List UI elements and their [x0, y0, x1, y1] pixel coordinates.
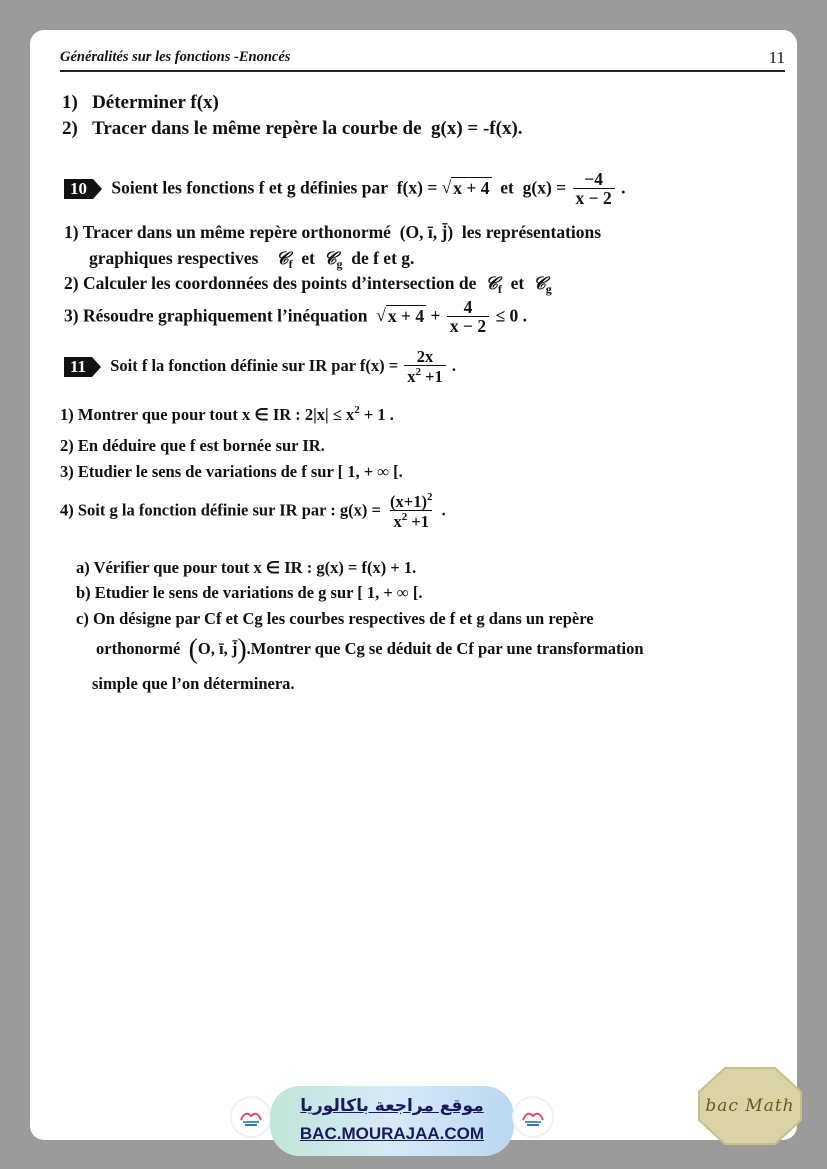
exercise-11-question-3: 3) Etudier le sens de variations de f sur [ 1, + ∞ [.	[60, 462, 403, 481]
exercise-11-badge: 11	[64, 357, 92, 377]
inequation-fraction: $\frac{4}{x - 2}$	[447, 298, 489, 337]
exercise-11-question-4c-line3: simple que l’on déterminera.	[92, 674, 295, 693]
exercise-10-question-1: 1) Tracer dans un même repère orthonormé (O, ī, j̄) les représentations	[64, 222, 602, 242]
header-title: Généralités sur les fonctions -Enoncés	[60, 49, 291, 65]
exercise-11-question-4: 4) Soit g la fonction définie sur IR par : g(x) = $\frac{(x+1)^2}{x^2 +1}$ .	[60, 491, 446, 532]
site-url-link[interactable]: BAC.MOURAJAA.COM	[299, 1124, 485, 1143]
exercise-10-statement: 10 Soient les fonctions f et g définies par f(x) = √ x + 4 et g(x) = $\frac{-4}{x - 2}$ .	[64, 170, 626, 209]
exercise-11-statement: 11 Soit f la fonction définie sur IR par f(x) = $\frac{2x}{x^2 +1}$ .	[64, 348, 456, 386]
intro-question-2: 2) Tracer dans le même repère la courbe de g(x) = -f(x).	[62, 118, 523, 139]
page-header	[60, 48, 785, 72]
f-sqrt: √ x + 4	[441, 177, 490, 199]
page-number: 11	[768, 48, 785, 67]
logo-left-icon	[232, 1098, 270, 1136]
exercise-10-badge: 10	[64, 179, 93, 199]
document-page	[30, 30, 797, 1140]
inequation-sqrt: √ x + 4	[376, 305, 425, 327]
g-quotient-fraction: $\frac{(x+1)^2}{x^2 +1}$	[390, 491, 433, 532]
logo-right-icon	[514, 1098, 552, 1136]
stamp-text: bac Math	[705, 1096, 795, 1116]
exercise-11-question-4b: b) Etudier le sens de variations de g sur [ 1, + ∞ [.	[76, 583, 423, 602]
exercise-11-question-1: 1) Montrer que pour tout x ∈ IR : $2|x| \le x^2 + 1$ .	[60, 404, 394, 424]
exercise-11-question-2: 2) En déduire que f est bornée sur IR.	[60, 436, 325, 455]
exercise-11-question-4a: a) Vérifier que pour tout x ∈ IR : g(x) = f(x) + 1.	[76, 558, 417, 577]
exercise-10-question-1-continued: graphiques respectives 𝒞$_f$ et 𝒞$_g$ de f et g.	[89, 248, 415, 271]
bac-math-stamp	[697, 1066, 803, 1146]
f-fraction: $\frac{2x}{x^2 +1}$	[404, 348, 446, 386]
g-fraction: $\frac{-4}{x - 2}$	[573, 170, 615, 209]
intro-question-1: 1) Déterminer f(x)	[62, 92, 219, 113]
site-name-arabic[interactable]: موقع مراجعة باكالوريا	[300, 1096, 484, 1116]
exercise-11-question-4c: c) On désigne par Cf et Cg les courbes respectives de f et g dans un repère	[76, 609, 594, 628]
exercise-10-question-3: 3) Résoudre graphiquement l’inéquation √ x + 4 + $\frac{4}{x - 2}$ ≤ 0 .	[64, 297, 527, 337]
exercise-10-question-2: 2) Calculer les coordonnées des points d’intersection de 𝒞$_f$ et 𝒞$_g$	[64, 273, 552, 296]
exercise-11-question-4c-line2: orthonormé (O, ī, j̄).Montrer que Cg se déduit de Cf par une transformation	[96, 634, 644, 665]
site-banner[interactable]	[270, 1086, 514, 1156]
